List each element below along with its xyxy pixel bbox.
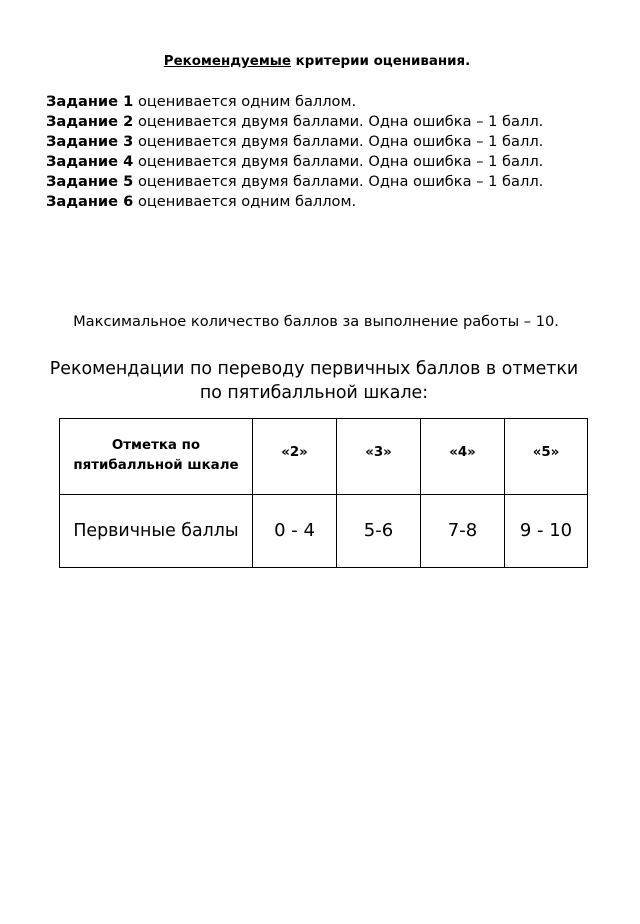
grade-3: «3» [337,419,421,495]
grade-conversion-table [59,418,588,568]
score-range: 9 - 10 [505,494,588,568]
criteria-item [46,92,586,112]
grade-4: «4» [421,419,505,495]
task-description: оценивается одним баллом. [137,93,357,110]
grade-2: «2» [253,419,337,495]
criteria-item [46,152,586,172]
task-description: оценивается одним баллом. [137,193,357,210]
max-score-text: Максимальное количество баллов за выполнение работы – 10. [73,313,559,330]
task-name: Задание 4 [46,153,134,170]
recommendation-heading: Рекомендации по переводу первичных баллов в отметки по пятибалльной шкале: [49,359,579,403]
score-range: 7-8 [421,494,505,568]
task-description: оценивается двумя баллами. Одна ошибка – 1 балл. [137,133,544,150]
task-name: Задание 6 [46,193,134,210]
task-name: Задание 1 [46,93,134,110]
grade-5: «5» [505,419,588,495]
title-rest: критерии оценивания. [295,54,471,69]
primary-score-label: Первичные баллы [60,494,253,568]
task-description: оценивается двумя баллами. Одна ошибка – 1 балл. [137,153,544,170]
task-name: Задание 2 [46,113,134,130]
task-name: Задание 5 [46,173,134,190]
criteria-list [46,92,586,212]
criteria-item [46,132,586,152]
score-range: 5-6 [337,494,421,568]
task-description: оценивается двумя баллами. Одна ошибка – 1 балл. [137,113,544,130]
criteria-item [46,112,586,132]
table-row [60,494,588,568]
task-name: Задание 3 [46,133,134,150]
score-range: 0 - 4 [253,494,337,568]
criteria-item [46,192,586,212]
criteria-item [46,172,586,192]
table-header-row [60,419,588,495]
page-title [0,53,634,71]
task-description: оценивается двумя баллами. Одна ошибка – 1 балл. [137,173,544,190]
grade-scale-label: Отметка по пятибалльной шкале [60,419,253,495]
title-underlined: Рекомендуемые [163,54,291,69]
